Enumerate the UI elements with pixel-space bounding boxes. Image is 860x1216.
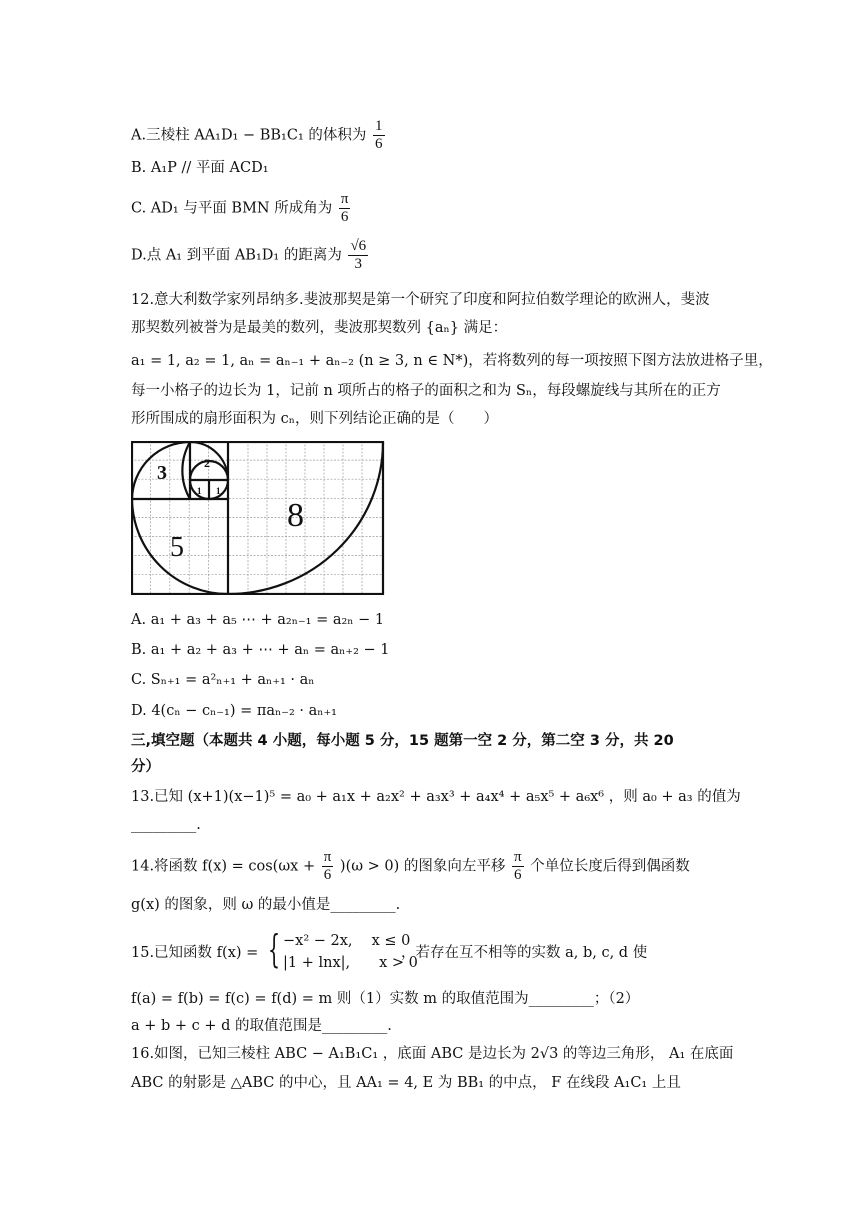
q14-text-a: 14.将函数 f(x) = cos(ωx +	[131, 858, 316, 875]
q12-option-c: C. Sₙ₊₁ = a²ₙ₊₁ + aₙ₊₁ · aₙ	[131, 672, 315, 688]
fraction-denominator: 3	[354, 256, 363, 272]
q13-line-1: 13.已知 (x+1)(x−1)⁵ = a₀ + a₁x + a₂x² + a₃x³ + a₄x⁴ + a₅x⁵ + a₆x⁶ ，则 a₀ + a₃ 的值为	[131, 789, 741, 805]
q11-option-a	[131, 118, 387, 153]
figure-label-8: 8	[287, 497, 304, 534]
fraction-denominator: 6	[323, 867, 332, 883]
fraction-numerator: π	[323, 849, 332, 865]
figure-label-3: 3	[157, 462, 167, 484]
fibonacci-spiral-figure	[131, 441, 385, 595]
q15-suffix: ，若存在互不相等的实数 a, b, c, d 使	[401, 945, 648, 961]
q14-line-1	[131, 849, 690, 884]
q12-line-5: 形所围成的扇形面积为 cₙ，则下列结论正确的是（ ）	[131, 411, 499, 427]
q14-fraction-1	[322, 849, 334, 884]
q12-line-4: 每一小格子的边长为 1，记前 n 项所占的格子的面积之和为 Sₙ，每段螺旋线与其所在的正方	[131, 383, 721, 399]
q15-prefix: 15.已知函数 f(x) =	[131, 945, 259, 961]
figure-label-1b: 1	[216, 486, 221, 496]
q12-line-1: 12.意大利数学家列昂纳多.斐波那契是第一个研究了印度和阿拉伯数学理论的欧洲人，斐波	[131, 292, 710, 308]
fraction-numerator: π	[514, 849, 522, 865]
q15-case-1: −x² − 2x, x ≤ 0	[283, 933, 411, 949]
q12-option-b: B. a₁ + a₂ + a₃ + ⋯ + aₙ = aₙ₊₂ − 1	[131, 642, 390, 658]
figure-label-5: 5	[170, 532, 184, 563]
q11-option-d-text: D.点 A₁ 到平面 AB₁D₁ 的距离为	[131, 247, 342, 264]
q16-line-2: ABC 的射影是 △ABC 的中心，且 AA₁ = 4, E 为 BB₁ 的中点， F 在线段 A₁C₁ 上且	[131, 1075, 681, 1091]
grid-lines	[131, 441, 383, 594]
q13-answer-blank: _________.	[131, 817, 201, 833]
q11-option-c-fraction	[339, 191, 351, 226]
q12-option-d: D. 4(cₙ − cₙ₋₁) = πaₙ₋₂ · aₙ₊₁	[131, 703, 337, 719]
q14-text-b: )(ω > 0) 的图象向左平移	[339, 858, 506, 875]
q14-fraction-2	[512, 849, 524, 884]
q11-option-c-text: C. AD₁ 与平面 BMN 所成角为	[131, 200, 333, 217]
q15-line-3: a + b + c + d 的取值范围是_________.	[131, 1018, 392, 1034]
fraction-numerator: √6	[350, 238, 367, 254]
q11-option-d	[131, 238, 370, 273]
q16-line-1: 16.如图，已知三棱柱 ABC − A₁B₁C₁ ，底面 ABC 是边长为 2√3 的等边三角形， A₁ 在底面	[131, 1046, 734, 1062]
fraction-denominator: 6	[340, 209, 349, 225]
section-3-heading-cont: 分）	[131, 759, 160, 775]
q15-line-2: f(a) = f(b) = f(c) = f(d) = m 则（1）实数 m 的取值范围为_________；（2）	[131, 991, 640, 1007]
figure-label-2: 2	[204, 456, 210, 470]
q14-line-2: g(x) 的图象，则 ω 的最小值是_________.	[131, 897, 401, 913]
q11-option-a-fraction	[373, 118, 385, 153]
q11-option-b: B. A₁P // 平面 ACD₁	[131, 160, 269, 176]
q15-brace: {	[268, 927, 281, 971]
fraction-numerator: 1	[375, 118, 383, 134]
fraction-numerator: π	[340, 191, 349, 207]
q11-option-c	[131, 191, 352, 226]
section-3-heading: 三,填空题（本题共 4 小题，每小题 5 分，15 题第一空 2 分，第二空 3 分，共 20	[131, 733, 674, 749]
figure-label-1a: 1	[197, 486, 202, 496]
q11-option-a-text: A.三棱柱 AA₁D₁ − BB₁C₁ 的体积为	[131, 127, 367, 144]
q12-option-a: A. a₁ + a₃ + a₅ ⋯ + a₂ₙ₋₁ = a₂ₙ − 1	[131, 612, 385, 628]
q11-option-d-fraction	[348, 238, 368, 273]
q12-line-2: 那契数列被誉为是最美的数列，斐波那契数列 {aₙ} 满足：	[131, 320, 508, 336]
q15-case-2: |1 + lnx|, x > 0	[283, 955, 418, 971]
q14-text-c: 个单位长度后得到偶函数	[530, 858, 690, 875]
fraction-denominator: 6	[514, 867, 522, 883]
q12-line-3: a₁ = 1, a₂ = 1, aₙ = aₙ₋₁ + aₙ₋₂ (n ≥ 3, n ∈ N*)，若将数列的每一项按照下图方法放进格子里，	[131, 353, 773, 369]
fraction-denominator: 6	[375, 136, 383, 152]
